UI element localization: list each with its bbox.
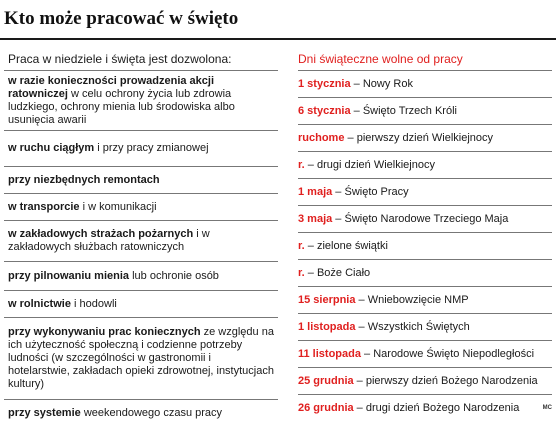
- holiday-name: – Narodowe Święto Niepodległości: [360, 347, 535, 360]
- holiday-item: [298, 267, 370, 280]
- holiday-name: – Wniebowzięcie NMP: [355, 293, 469, 306]
- holiday-row: [298, 152, 552, 179]
- holiday-name: – drugi dzień Bożego Narodzenia: [353, 402, 520, 414]
- holiday-row: [298, 287, 552, 314]
- holiday-date: r.: [298, 158, 305, 171]
- item-rest: weekendowego czasu pracy: [80, 406, 223, 419]
- holiday-name: – Boże Ciało: [304, 266, 371, 279]
- holiday-item: [298, 105, 457, 118]
- holiday-item: [298, 321, 470, 334]
- public-holidays-column: [298, 48, 552, 422]
- item-bold: przy pilnowaniu mienia: [8, 269, 130, 282]
- holiday-row: [298, 233, 552, 260]
- title-divider: [0, 38, 556, 40]
- holiday-item: [298, 159, 435, 172]
- holiday-row: [298, 206, 552, 233]
- allowed-work-item: [8, 298, 117, 311]
- allowed-work-item: [8, 407, 222, 420]
- holiday-row: [298, 98, 552, 125]
- allowed-work-item: [8, 326, 274, 391]
- holiday-row: [298, 341, 552, 368]
- holiday-row: [298, 368, 552, 395]
- holiday-name: – pierwszy dzień Bożego Narodzenia: [353, 374, 538, 387]
- author-credit: MC: [542, 405, 552, 411]
- allowed-work-item: [8, 270, 219, 283]
- holiday-name: – zielone świątki: [304, 239, 388, 252]
- allowed-work-item: [8, 228, 274, 254]
- holiday-date: 11 listopada: [298, 347, 361, 360]
- holiday-row: [298, 260, 552, 287]
- holiday-row: [298, 314, 552, 341]
- holiday-date: 3 maja: [298, 212, 333, 225]
- allowed-work-item: [8, 174, 160, 187]
- holiday-date: 1 listopada: [298, 320, 356, 333]
- item-bold: w zakładowych strażach pożarnych: [8, 228, 194, 240]
- holiday-name: – Święto Narodowe Trzeciego Maja: [332, 212, 509, 225]
- holiday-row: [298, 395, 552, 422]
- page-title: Kto może pracować w święto: [4, 8, 239, 29]
- holiday-row: [298, 179, 552, 206]
- allowed-work-item: [8, 75, 274, 127]
- holiday-date: ruchome: [298, 131, 345, 144]
- holiday-item: [298, 186, 409, 199]
- allowed-work-column: [4, 48, 278, 426]
- allowed-work-item: [8, 201, 157, 214]
- item-rest: lub ochronie osób: [129, 269, 219, 282]
- allowed-work-row: [4, 291, 278, 318]
- holiday-date: 25 grudnia: [298, 374, 354, 387]
- item-rest: i przy pracy zmianowej: [94, 142, 209, 154]
- allowed-work-header: Praca w niedziele i święta jest dozwolona:: [4, 48, 278, 71]
- public-holidays-header: Dni świąteczne wolne od pracy: [298, 48, 552, 71]
- item-rest: i w zakładowych służbach ratowniczych: [8, 228, 210, 253]
- holiday-item: [298, 78, 413, 91]
- holiday-item: [298, 132, 493, 145]
- holiday-date: 1 maja: [298, 185, 333, 198]
- allowed-work-row: [4, 400, 278, 426]
- allowed-work-row: [4, 221, 278, 262]
- allowed-work-row: [4, 194, 278, 221]
- item-bold: w razie konieczności prowadzenia akcji ratowniczej: [8, 74, 215, 100]
- holiday-name: – Święto Pracy: [332, 185, 409, 198]
- item-bold: w transporcie: [8, 200, 80, 213]
- holiday-item: [298, 294, 469, 307]
- holiday-item: [298, 213, 508, 226]
- item-rest: w celu ochrony życia lub zdrowia ludzkiego, ochrony mienia lub środowiska albo usunięcia awarii: [8, 87, 235, 126]
- item-rest: i w komunikacji: [79, 200, 157, 213]
- allowed-work-row: [4, 318, 278, 400]
- holiday-date: r.: [298, 266, 305, 279]
- allowed-work-item: [8, 142, 209, 155]
- allowed-work-row: [4, 262, 278, 291]
- holiday-item: [298, 240, 388, 253]
- item-rest: i hodowli: [70, 297, 117, 310]
- holiday-date: 6 stycznia: [298, 104, 351, 117]
- holiday-item: [298, 348, 534, 361]
- holiday-row: [298, 71, 552, 98]
- holiday-date: 26 grudnia: [298, 402, 354, 414]
- holiday-name: – Wszystkich Świętych: [355, 320, 470, 333]
- holiday-name: – pierwszy dzień Wielkiejnocy: [344, 131, 494, 144]
- holiday-row: [298, 125, 552, 152]
- item-bold: przy wykonywaniu prac koniecznych: [8, 326, 201, 338]
- holiday-name: – Nowy Rok: [350, 77, 413, 90]
- allowed-work-row: [4, 71, 278, 131]
- item-bold: przy systemie: [8, 406, 81, 419]
- holiday-name: – Święto Trzech Króli: [350, 104, 457, 117]
- holiday-date: 15 sierpnia: [298, 293, 356, 306]
- item-bold: przy niezbędnych remontach: [8, 173, 160, 186]
- item-rest: ze względu na ich użyteczność społeczną i codzienne potrzeby ludności (w szczególności w gastronomii i hotelarstwie, zakładach opieki zdrowotnej, instytucjach kultury): [8, 326, 274, 390]
- holiday-item: [298, 375, 538, 388]
- item-bold: w ruchu ciągłym: [8, 142, 95, 154]
- holiday-date: r.: [298, 239, 305, 252]
- holiday-date: 1 stycznia: [298, 77, 351, 90]
- allowed-work-row: [4, 167, 278, 194]
- item-bold: w rolnictwie: [8, 297, 71, 310]
- allowed-work-row: [4, 131, 278, 167]
- holiday-item: [298, 402, 519, 415]
- holiday-name: – drugi dzień Wielkiejnocy: [304, 158, 435, 171]
